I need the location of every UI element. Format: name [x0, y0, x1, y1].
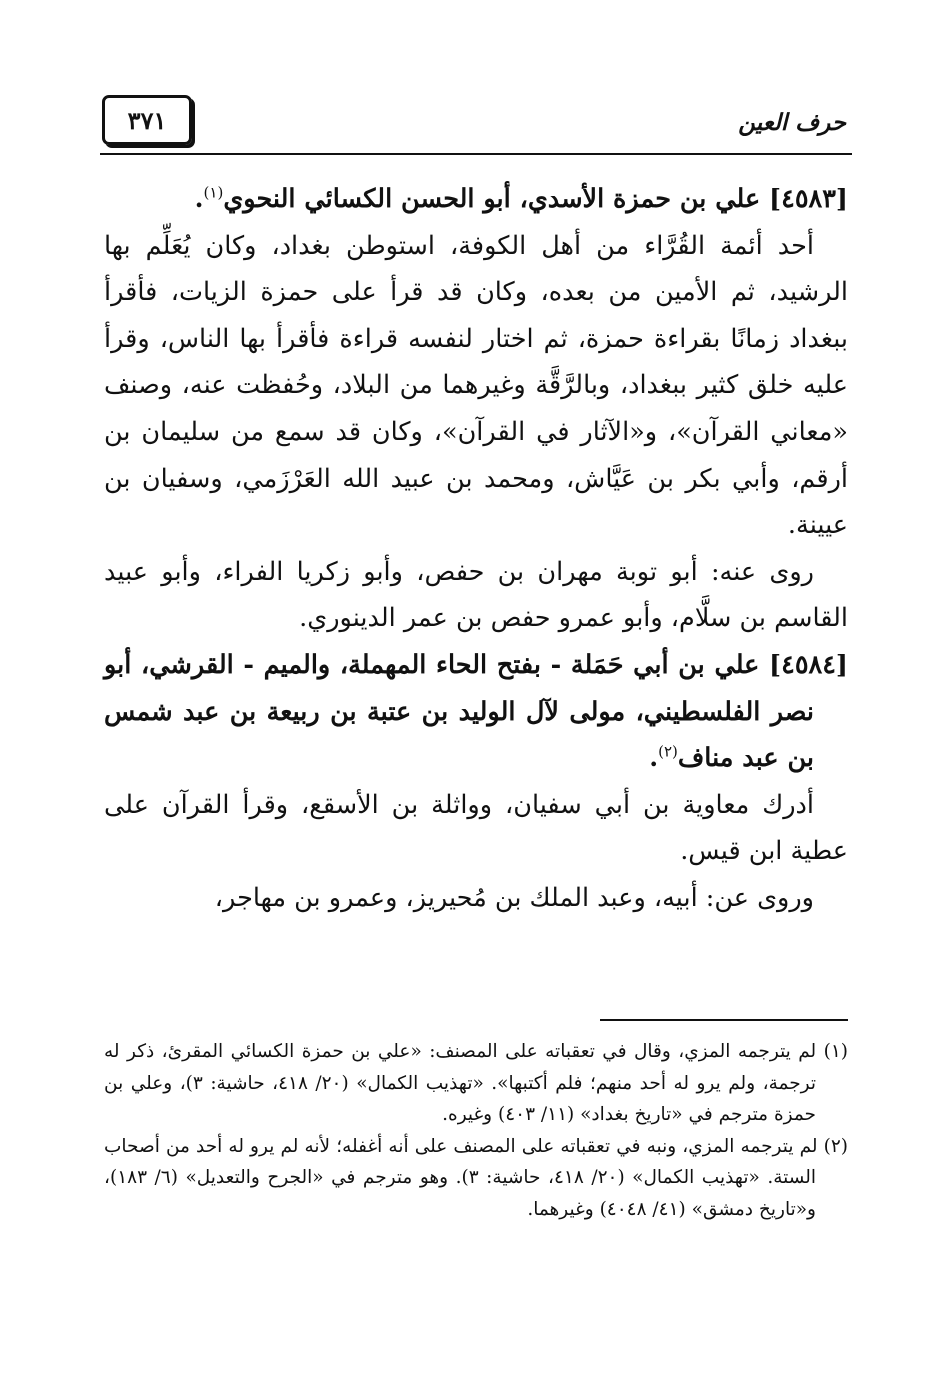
- entry-title-end: .: [649, 743, 659, 774]
- entry-heading: [104, 642, 848, 782]
- entry-title: [٤٥٨٤] علي بن أبي حَمَلة - بفتح الحاء المهملة، والميم - القرشي، أبو نصر الفلسطيني، مولى لآل الوليد بن عتبة بن ربيعة بن عبد شمس بن عبد مناف: [104, 649, 848, 774]
- footnotes: [104, 1036, 848, 1226]
- footnote-separator: [600, 1019, 848, 1021]
- main-text: [104, 176, 848, 922]
- entry-paragraph: أدرك معاوية بن أبي سفيان، وواثلة بن الأسقع، وقرأ القرآن على عطية ابن قيس.: [104, 789, 848, 867]
- entry-paragraph: أحد أئمة القُرَّاء من أهل الكوفة، استوطن بغداد، وكان يُعَلِّم بها الرشيد، ثم الأمين من بعده، وكان قد قرأ على حمزة الزيات، فأقرأ ببغداد زمانًا بقراءة حمزة، ثم اختار لنفسه قراءة فأقرأ بها الناس، وقرأ عليه خلق كثير ببغداد، وبالرَّقَّة وغيرهما من البلاد، وحُفظت عنه، وصنف «معاني القرآن»، و«الآثار في القرآن»، وكان قد سمع من سليمان بن أرقم، وأبي بكر بن عَيَّاش، ومحمد بن عبيد الله العَرْزَمي، وسفيان بن عيينة.: [104, 230, 848, 541]
- entry-paragraph: روى عنه: أبو توبة مهران بن حفص، وأبو زكريا الفراء، وأبو عبيد القاسم بن سلَّام، وأبو عمرو حفص بن عمر الدينوري.: [104, 556, 848, 634]
- entry-title-end: .: [194, 184, 204, 214]
- page-number-box: [102, 95, 192, 145]
- page-header: [100, 95, 852, 155]
- footnote-ref: (١): [203, 183, 224, 202]
- entry-title: [٤٥٨٣] علي بن حمزة الأسدي، أبو الحسن الكسائي النحوي: [223, 184, 848, 214]
- page-number: ٣٧١: [127, 105, 167, 135]
- running-head: حرف العين: [738, 109, 846, 136]
- footnote-ref: (٢): [658, 742, 678, 761]
- footnote: (١) لم يترجمه المزي، وقال في تعقباته على المصنف: «علي بن حمزة الكسائي المقرئ، ذكر له ترجمة، ولم يرو له أحد منهم؛ فلم أكتبها». «تهذيب الكمال» (٢٠/ ٤١٨، حاشية: ٣)، وعلي بن حمزة مترجم في «تاريخ بغداد» (١١/ ٤٠٣) وغيره.: [104, 1041, 848, 1126]
- footnote: (٢) لم يترجمه المزي، ونبه في تعقباته على المصنف على أنه أغفله؛ لأنه لم يرو له أحد من أصحاب الستة. «تهذيب الكمال» (٢٠/ ٤١٨، حاشية: ٣). وهو مترجم في «الجرح والتعديل» (٦/ ١٨٣)، و«تاريخ دمشق» (٤١/ ٤٠٤٨) وغيرهما.: [104, 1135, 848, 1220]
- entry-paragraph: وروى عن: أبيه، وعبد الملك بن مُحيريز، وعمرو بن مهاجر،: [214, 882, 814, 913]
- entry-heading: [104, 176, 848, 223]
